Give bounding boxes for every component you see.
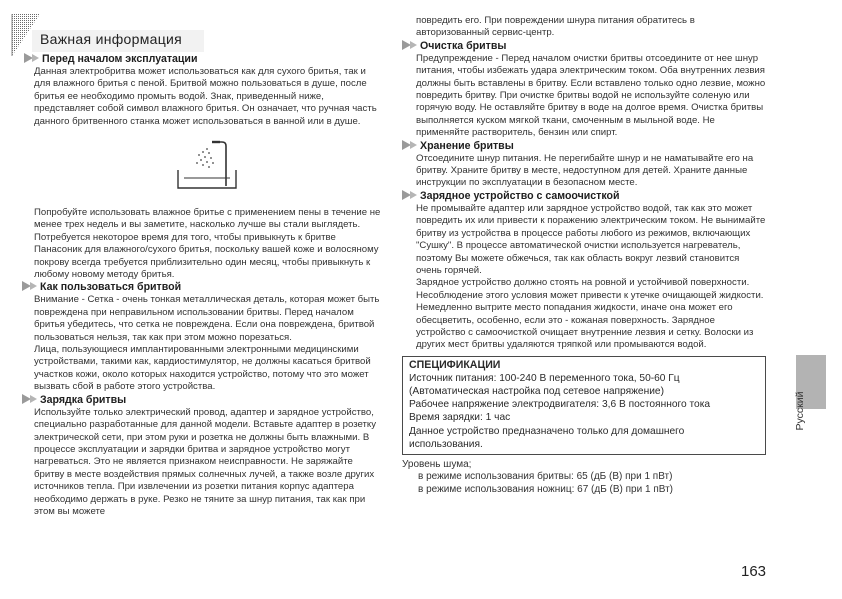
spec-line: (Автоматическая настройка под сетевое напряжение) <box>409 385 664 397</box>
section-heading-storage: Хранение бритвы <box>402 140 766 153</box>
page-title: Важная информация <box>40 31 183 47</box>
section-heading-how-to-use: Как пользоваться бритвой <box>22 281 384 294</box>
wet-shaving-shower-icon <box>176 140 242 194</box>
specifications-box <box>402 356 766 455</box>
try-wet-text: Попробуйте использовать влажное бритье с применением пены в течение не менее трех недель и вы заметите, насколько лучше вы стали выглядеть. Потребуется некоторое время для того, чтобы привыкнуть к бритве Панасоник для влажного/сухого бритья, поскольку вашей коже и волосяному покрову всегда требуется приблизительно один месяц, чтобы привыкнуть к любому новому методу бритья. <box>34 207 381 281</box>
before-use-text: Данная электробритва может использоваться как для сухого бритья, так и для влажного бритья с пеной. Бритвой можно пользоваться в душе, после бритья ее необходимо промыть водой. Знак, приведенный ниже, представляет собой символ влажного бритья. Он означает, что ручная часть данного бритвенного станка может использоваться в ванной или в душе. <box>34 66 377 127</box>
charging-text: Используйте только электрический провод, адаптер и зарядное устройство, специально разработанные для данной модели. Вставьте адаптер в розетку электрической сети, при этом руки и розетка не должны быть влажными. В процессе эксплуатации и зарядки бритва и зарядное устройство могут нагреваться. Это не является признаком неисправности. Не заряжайте бритву в месте воздействия прямых солнечных лучей, а также возле других источников тепла. При извлечении из розетки питания корпус адаптера необходимо держать в руке. Резко не тяните за шнур питания, так как при этом вы можете <box>34 406 377 517</box>
spec-line: использования. <box>409 438 483 450</box>
page-number: 163 <box>741 563 767 580</box>
noise-label: Уровень шума; <box>402 458 472 470</box>
self-clean-text-2: Зарядное устройство должно стоять на ровной и устойчивой поверхности. Несоблюдение этого условия может привести к утечке очищающей жидкости. Немедленно вытрите место попадания жидкости, иначе она может его обесцветить, особенно, если это - кожаная поверхность. Зарядное устройство с самоочисткой очищает внутренние лезвия и сетку. Волоски из других мест бритвы удаляются тряпкой или промываются водой. <box>416 277 764 351</box>
section-heading-charging: Зарядка бритвы <box>22 394 384 407</box>
left-column <box>24 53 384 128</box>
left-column-lower <box>34 207 384 518</box>
section-heading-cleaning: Очистка бритвы <box>402 40 766 53</box>
spec-line: Данное устройство предназначено только для домашнего <box>409 425 685 437</box>
how-to-use-text-1: Внимание - Сетка - очень тонкая металлическая деталь, которая может быть повреждена при неправильном использовании бритвы. Перед началом бритья убедитесь, что сетка не повреждена. Если она повреждена, бритвой пользоваться нельзя, так как при этом можно порезаться. <box>34 294 380 343</box>
spec-line: Источник питания: 100-240 В переменного тока, 50-60 Гц <box>409 372 680 384</box>
self-clean-text-1: Не промывайте адаптер или зарядное устройство водой, так как это может повредить их или привести к поражению электрическим током. Не вынимайте бритву из устройства в процессе работы любого из режимов, включающих "Сушку". В процессе автоматической очистки используется нагреватель, поэтому Вы можете обжечься, так как область вокруг лезвий становится очень горячей. <box>416 202 766 276</box>
storage-text: Отсоедините шнур питания. Не перегибайте шнур и не наматывайте его на бритву. Храните бритву в месте, недоступном для детей. Храните данные инструкции по эксплуатации в безопасном месте. <box>416 152 754 189</box>
language-tab-label: Русский <box>794 391 806 431</box>
spec-line: Рабочее напряжение электродвигателя: 3,6 В постоянного тока <box>409 399 711 411</box>
how-to-use-text-2: Лица, пользующиеся имплантированными электронными медицинскими устройствами, такими как, кардиостимулятор, не должны касаться бритвой участков кожи, около которых находится устройство, потому что это может вызвать сбой в работе этого устройства. <box>34 344 371 393</box>
specifications-heading: СПЕЦИФИКАЦИИ <box>409 358 501 371</box>
right-column <box>402 15 766 496</box>
section-heading-self-clean: Зарядное устройство с самоочисткой <box>402 190 766 203</box>
noise-trimmer: в режиме использования ножниц: 67 (дБ (В) при 1 пВт) <box>418 483 673 495</box>
cleaning-text: Предупреждение - Перед началом очистки бритвы отсоедините от нее шнур питания, чтобы избежать удара электрическим током. Оба внутренних лезвия должны быть вставлены в бритву. Если вставлено только одно лезвие, можно повредить бритву. При очистке бритвы водой не используйте соленую или горячую воду. Не оставляйте бритву в воде на долгое время. Очистка бритвы выполняется куском мягкой ткани, смоченным в мыльной воде. Не применяйте растворитель, бензин или спирт. <box>416 52 766 139</box>
spec-line: Время зарядки: 1 час <box>409 412 511 424</box>
cord-continuation-text: повредить его. При повреждении шнура питания обратитесь в авторизованный сервис-центр. <box>416 15 695 39</box>
noise-shaver: в режиме использования бритвы: 65 (дБ (В) при 1 пВт) <box>418 471 673 483</box>
section-heading-before-use: Перед началом эксплуатации <box>24 53 384 66</box>
